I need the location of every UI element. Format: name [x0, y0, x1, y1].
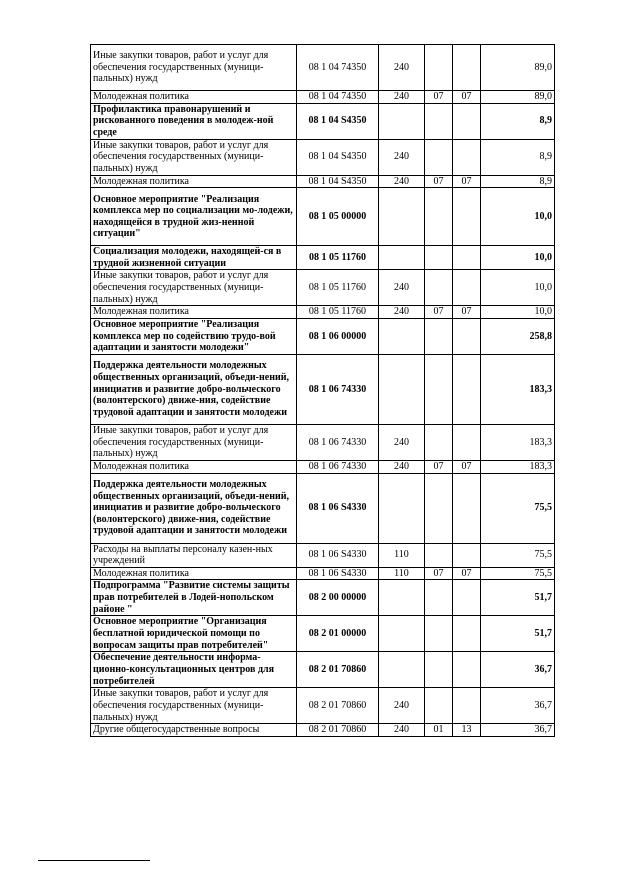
- row-target-code: 08 1 06 00000: [297, 318, 379, 354]
- row-target-code: 08 1 05 11760: [297, 270, 379, 306]
- row-subsection: 07: [453, 91, 481, 104]
- table-row: [91, 473, 555, 543]
- row-amount: 51,7: [481, 616, 555, 652]
- row-subsection: [453, 139, 481, 175]
- row-subsection: 07: [453, 306, 481, 319]
- table-row: [91, 354, 555, 424]
- table-row: [91, 688, 555, 724]
- row-section: 07: [425, 175, 453, 188]
- row-section: [425, 45, 453, 91]
- row-section: [425, 318, 453, 354]
- row-name: Основное мероприятие "Организация бесплатной юридической помощи по вопросам защиты прав потребителей": [91, 616, 297, 652]
- row-amount: 8,9: [481, 139, 555, 175]
- row-target-code: 08 2 01 70860: [297, 652, 379, 688]
- row-target-code: 08 2 00 00000: [297, 580, 379, 616]
- row-name: Поддержка деятельности молодежных общественных организаций, объеди-нений, инициатив и развитие добро-вольческого (волонтерского) движе-ния, содействие трудовой адаптации и занятости молодежи: [91, 354, 297, 424]
- row-target-code: 08 1 06 74330: [297, 460, 379, 473]
- row-subsection: [453, 652, 481, 688]
- table-row: [91, 91, 555, 104]
- row-section: [425, 270, 453, 306]
- row-subsection: 13: [453, 724, 481, 737]
- row-expense-type: 240: [379, 460, 425, 473]
- row-target-code: 08 1 06 74330: [297, 424, 379, 460]
- row-expense-type: 240: [379, 91, 425, 104]
- footer-rule: [38, 860, 150, 861]
- row-target-code: 08 1 06 S4330: [297, 473, 379, 543]
- row-name: Поддержка деятельности молодежных общественных организаций, объеди-нений, инициатив и развитие добро-вольческого (волонтерского) движе-ния, содействие трудовой адаптации и занятости молодежи: [91, 473, 297, 543]
- row-target-code: 08 1 04 S4350: [297, 175, 379, 188]
- row-amount: 8,9: [481, 175, 555, 188]
- row-section: [425, 354, 453, 424]
- row-expense-type: 240: [379, 724, 425, 737]
- row-section: [425, 688, 453, 724]
- table-row: [91, 424, 555, 460]
- row-amount: 10,0: [481, 188, 555, 246]
- row-target-code: 08 1 04 S4350: [297, 103, 379, 139]
- row-section: [425, 103, 453, 139]
- row-name: Молодежная политика: [91, 567, 297, 580]
- row-expense-type: 240: [379, 688, 425, 724]
- row-target-code: 08 1 05 11760: [297, 246, 379, 270]
- row-section: [425, 652, 453, 688]
- row-target-code: 08 2 01 70860: [297, 688, 379, 724]
- row-expense-type: [379, 354, 425, 424]
- table-row: [91, 188, 555, 246]
- row-amount: 183,3: [481, 354, 555, 424]
- row-subsection: [453, 543, 481, 567]
- row-name: Другие общегосударственные вопросы: [91, 724, 297, 737]
- row-subsection: [453, 688, 481, 724]
- row-target-code: 08 1 06 S4330: [297, 567, 379, 580]
- row-section: [425, 616, 453, 652]
- row-subsection: [453, 473, 481, 543]
- row-amount: 75,5: [481, 567, 555, 580]
- row-expense-type: 240: [379, 45, 425, 91]
- row-subsection: [453, 270, 481, 306]
- row-expense-type: [379, 246, 425, 270]
- row-amount: 89,0: [481, 91, 555, 104]
- row-expense-type: [379, 652, 425, 688]
- row-name: Расходы на выплаты персоналу казен-ных учреждений: [91, 543, 297, 567]
- row-section: [425, 473, 453, 543]
- row-expense-type: 240: [379, 139, 425, 175]
- table-row: [91, 580, 555, 616]
- row-name: Молодежная политика: [91, 91, 297, 104]
- budget-table-body: [91, 45, 555, 737]
- row-amount: 10,0: [481, 306, 555, 319]
- table-row: [91, 318, 555, 354]
- row-amount: 8,9: [481, 103, 555, 139]
- row-name: Молодежная политика: [91, 306, 297, 319]
- row-amount: 258,8: [481, 318, 555, 354]
- row-name: Профилактика правонарушений и рискованного поведения в молодеж-ной среде: [91, 103, 297, 139]
- row-expense-type: 240: [379, 424, 425, 460]
- row-name: Иные закупки товаров, работ и услуг для обеспечения государственных (муници-пальных) нужд: [91, 688, 297, 724]
- row-section: 07: [425, 91, 453, 104]
- row-expense-type: [379, 103, 425, 139]
- row-subsection: 07: [453, 567, 481, 580]
- row-subsection: [453, 318, 481, 354]
- row-amount: 89,0: [481, 45, 555, 91]
- row-expense-type: 240: [379, 175, 425, 188]
- table-row: [91, 652, 555, 688]
- table-row: [91, 175, 555, 188]
- row-subsection: [453, 580, 481, 616]
- table-row: [91, 724, 555, 737]
- row-name: Основное мероприятие "Реализация комплекса мер по социализации мо-лодежи, находящейся в трудной жиз-ненной ситуации": [91, 188, 297, 246]
- row-expense-type: 240: [379, 306, 425, 319]
- row-expense-type: 240: [379, 270, 425, 306]
- row-target-code: 08 1 05 11760: [297, 306, 379, 319]
- table-row: [91, 567, 555, 580]
- row-expense-type: [379, 318, 425, 354]
- row-subsection: [453, 616, 481, 652]
- row-amount: 10,0: [481, 270, 555, 306]
- table-row: [91, 139, 555, 175]
- row-target-code: 08 2 01 70860: [297, 724, 379, 737]
- table-row: [91, 246, 555, 270]
- row-subsection: [453, 103, 481, 139]
- table-row: [91, 270, 555, 306]
- row-name: Социализация молодежи, находящей-ся в трудной жизненной ситуации: [91, 246, 297, 270]
- row-amount: 36,7: [481, 724, 555, 737]
- row-subsection: [453, 188, 481, 246]
- row-amount: 183,3: [481, 424, 555, 460]
- table-row: [91, 306, 555, 319]
- row-section: [425, 424, 453, 460]
- row-section: [425, 188, 453, 246]
- row-expense-type: 110: [379, 567, 425, 580]
- row-target-code: 08 1 04 74350: [297, 91, 379, 104]
- row-amount: 36,7: [481, 688, 555, 724]
- row-amount: 10,0: [481, 246, 555, 270]
- row-section: 07: [425, 460, 453, 473]
- row-target-code: 08 1 06 S4330: [297, 543, 379, 567]
- table-row: [91, 616, 555, 652]
- row-section: 07: [425, 306, 453, 319]
- row-section: 01: [425, 724, 453, 737]
- row-section: [425, 139, 453, 175]
- row-section: [425, 246, 453, 270]
- row-amount: 75,5: [481, 473, 555, 543]
- row-name: Молодежная политика: [91, 175, 297, 188]
- row-subsection: 07: [453, 460, 481, 473]
- row-target-code: 08 1 04 74350: [297, 45, 379, 91]
- row-amount: 36,7: [481, 652, 555, 688]
- row-name: Иные закупки товаров, работ и услуг для обеспечения государственных (муници-пальных) нужд: [91, 424, 297, 460]
- row-name: Иные закупки товаров, работ и услуг для обеспечения государственных (муници-пальных) нужд: [91, 270, 297, 306]
- row-name: Иные закупки товаров, работ и услуг для обеспечения государственных (муници-пальных) нужд: [91, 45, 297, 91]
- row-amount: 51,7: [481, 580, 555, 616]
- row-expense-type: 110: [379, 543, 425, 567]
- row-name: Молодежная политика: [91, 460, 297, 473]
- table-row: [91, 103, 555, 139]
- row-expense-type: [379, 188, 425, 246]
- row-name: Иные закупки товаров, работ и услуг для обеспечения государственных (муници-пальных) нужд: [91, 139, 297, 175]
- budget-table: [90, 44, 555, 737]
- row-subsection: [453, 424, 481, 460]
- row-section: [425, 580, 453, 616]
- table-row: [91, 543, 555, 567]
- row-subsection: [453, 45, 481, 91]
- row-target-code: 08 2 01 00000: [297, 616, 379, 652]
- table-row: [91, 460, 555, 473]
- row-name: Обеспечение деятельности информа-ционно-консультационных центров для потребителей: [91, 652, 297, 688]
- row-subsection: [453, 354, 481, 424]
- row-section: [425, 543, 453, 567]
- row-subsection: 07: [453, 175, 481, 188]
- row-target-code: 08 1 05 00000: [297, 188, 379, 246]
- row-subsection: [453, 246, 481, 270]
- row-expense-type: [379, 580, 425, 616]
- row-target-code: 08 1 04 S4350: [297, 139, 379, 175]
- row-expense-type: [379, 616, 425, 652]
- row-expense-type: [379, 473, 425, 543]
- row-amount: 75,5: [481, 543, 555, 567]
- row-name: Подпрограмма "Развитие системы защиты прав потребителей в Лодей-нопольском районе ": [91, 580, 297, 616]
- row-section: 07: [425, 567, 453, 580]
- row-amount: 183,3: [481, 460, 555, 473]
- row-name: Основное мероприятие "Реализация комплекса мер по содействию трудо-вой адаптации и занятости молодежи": [91, 318, 297, 354]
- row-target-code: 08 1 06 74330: [297, 354, 379, 424]
- table-row: [91, 45, 555, 91]
